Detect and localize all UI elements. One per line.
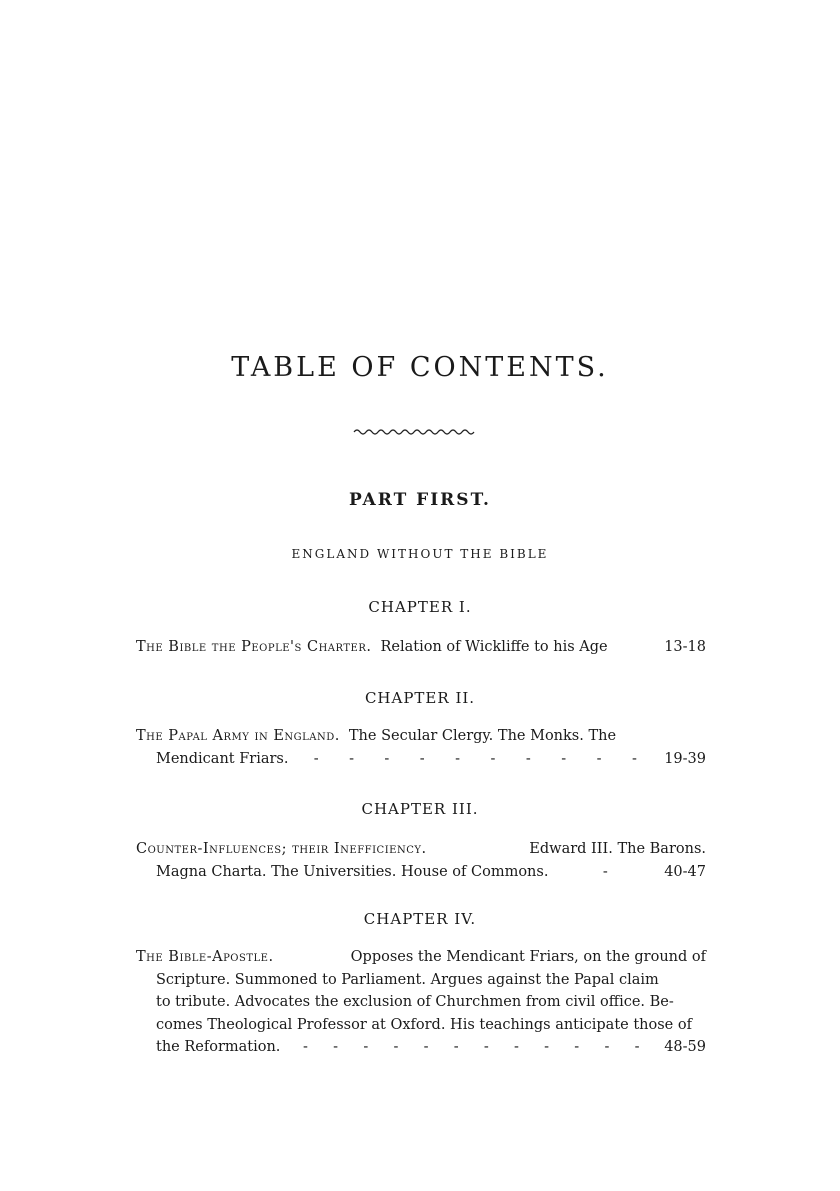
wavy-rule-ornament-icon xyxy=(352,425,477,437)
entry-text: Relation of Wickliffe to his Age xyxy=(380,639,608,655)
part-subtitle: ENGLAND WITHOUT THE BIBLE xyxy=(291,547,549,561)
entry-text: the Reformation. xyxy=(156,1039,281,1056)
dot-leader: - - - - - - - - - - - - xyxy=(303,1039,640,1056)
page-title: TABLE OF CONTENTS. xyxy=(231,352,609,383)
toc-entry xyxy=(136,636,706,659)
page-range: 40-47 xyxy=(664,863,706,880)
entry-text: to tribute. Advocates the exclusion of Churchmen from civil office. Be- xyxy=(156,994,674,1011)
entry-lead: The Papal Army in England. xyxy=(136,728,340,744)
page-range: 48-59 xyxy=(664,1039,706,1056)
toc-entry xyxy=(136,725,706,770)
chapter-heading: CHAPTER III. xyxy=(361,800,479,818)
entry-text: The Secular Clergy. The Monks. The xyxy=(348,728,617,744)
entry-text: Scripture. Summoned to Parliament. Argues against the Papal claim xyxy=(156,971,659,988)
entry-text: Mendicant Friars. xyxy=(156,750,289,767)
toc-entry xyxy=(136,838,706,883)
page-range: 19-39 xyxy=(664,750,706,767)
chapter-heading: CHAPTER II. xyxy=(364,689,476,707)
entry-text: Opposes the Mendicant Friars, on the ground of xyxy=(350,949,706,965)
entry-lead: The Bible the People's Charter. xyxy=(136,639,372,655)
chapter-heading: CHAPTER IV. xyxy=(363,910,477,928)
dot-leader: - - - - - - - - - - xyxy=(313,750,637,767)
dot-leader: - xyxy=(602,863,608,880)
entry-lead: Counter-Influences; their Inefficiency. xyxy=(136,841,427,857)
chapter-heading: CHAPTER I. xyxy=(368,598,472,616)
part-title: PART FIRST. xyxy=(349,490,491,510)
entry-text: comes Theological Professor at Oxford. His teachings anticipate those of xyxy=(156,1016,692,1033)
entry-text: Edward III. The Barons. xyxy=(529,841,706,857)
entry-lead: The Bible-Apostle. xyxy=(136,949,274,965)
toc-entry xyxy=(136,946,706,1059)
page-range: 13-18 xyxy=(664,639,706,655)
entry-text: Magna Charta. The Universities. House of Commons. xyxy=(156,863,549,880)
